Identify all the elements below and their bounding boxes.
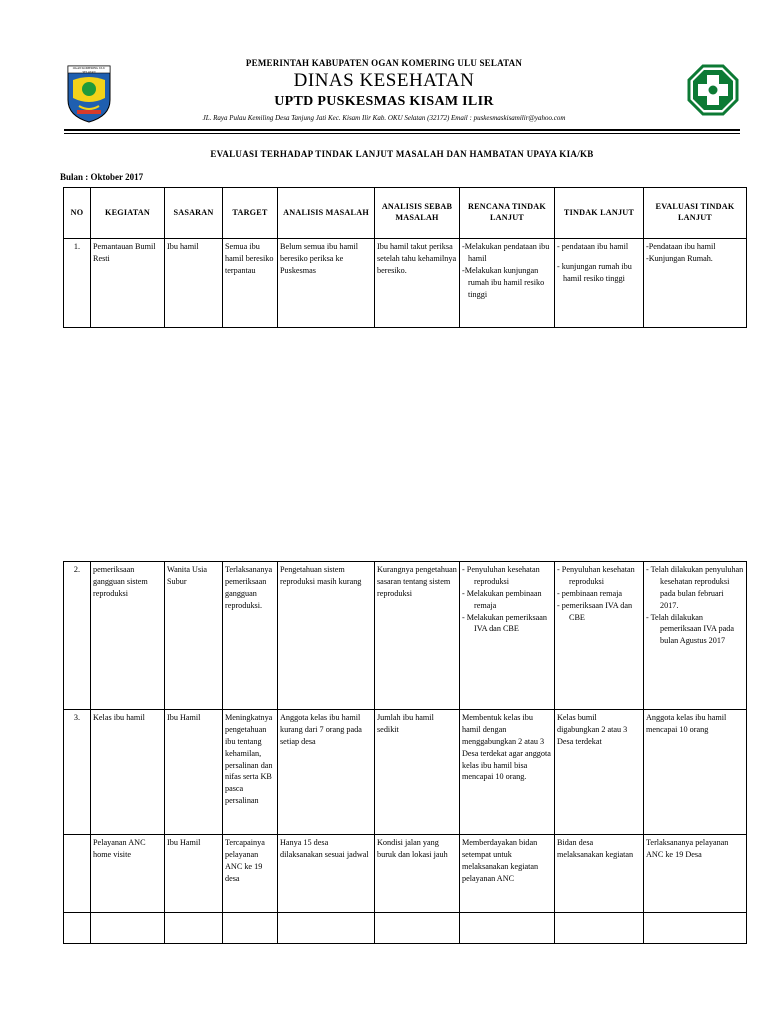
cell-analisis-masalah: Pengetahuan sistem reproduksi masih kurang [278, 562, 375, 710]
cell-sasaran: Ibu Hamil [165, 710, 223, 835]
cell-no: 3. [64, 710, 91, 835]
header-department: DINAS KESEHATAN [293, 70, 475, 91]
cell-analisis-sebab: Kondisi jalan yang buruk dan lokasi jauh [375, 835, 460, 913]
cell-rencana [460, 562, 555, 710]
report-month: Bulan : Oktober 2017 [60, 172, 144, 182]
cell-empty [223, 913, 278, 944]
header-analisis-masalah: ANALISIS MASALAH [278, 188, 375, 239]
header-target: TARGET [223, 188, 278, 239]
document-title: EVALUASI TERHADAP TINDAK LANJUT MASALAH DAN HAMBATAN UPAYA KIA/KB [210, 149, 594, 159]
header-puskesmas: UPTD PUSKESMAS KISAM ILIR [274, 94, 494, 109]
cell-tindak-lanjut: Kelas bumil digabungkan 2 atau 3 Desa terdekat [555, 710, 644, 835]
list-item: - Penyuluhan kesehatan reproduksi [462, 565, 540, 586]
cell-analisis-masalah: Belum semua ibu hamil beresiko periksa ke Puskesmas [278, 239, 375, 328]
list-item: -Kunjungan Rumah. [646, 253, 713, 263]
cell-empty [460, 913, 555, 944]
cell-analisis-masalah: Hanya 15 desa dilaksanakan sesuai jadwal [278, 835, 375, 913]
cell-rencana: Memberdayakan bidan setempat untuk melaksanakan kegiatan pelayanan ANC [460, 835, 555, 913]
cell-kegiatan: pemeriksaan gangguan sistem reproduksi [91, 562, 165, 710]
list-item: - Telah dilakukan penyuluhan kesehatan reproduksi pada bulan februari 2017. [646, 565, 744, 610]
list-item: -Melakukan kunjungan rumah ibu hamil resiko tinggi [462, 265, 545, 299]
cell-analisis-sebab: Kurangnya pengetahuan sasaran tentang sistem reproduksi [375, 562, 460, 710]
cell-rencana [460, 239, 555, 328]
header-rule-thick [64, 129, 740, 131]
cell-kegiatan: Pemantauan Bumil Resti [91, 239, 165, 328]
header-rule-thin [64, 133, 740, 134]
cell-analisis-sebab: Ibu hamil takut periksa setelah tahu kehamilnya beresiko. [375, 239, 460, 328]
cell-sasaran: Wanita Usia Subur [165, 562, 223, 710]
cell-empty [165, 913, 223, 944]
header-address: JL. Raya Pulau Kemiling Desa Tanjung Jati Kec. Kisam Ilir Kab. OKU Selatan (32172) Email : puskesmaskisamilir@yahoo.com [202, 114, 566, 122]
header-evaluasi: EVALUASI TINDAK LANJUT [644, 188, 747, 239]
cell-target: Tercapainya pelayanan ANC ke 19 desa [223, 835, 278, 913]
cell-tindak-lanjut [555, 239, 644, 328]
cell-empty [375, 913, 460, 944]
list-item: - Telah dilakukan pemeriksaan IVA pada bulan Agustus 2017 [646, 612, 734, 646]
list-item: - Melakukan pemeriksaan IVA dan CBE [462, 612, 548, 634]
header-tindak-lanjut: TINDAK LANJUT [555, 188, 644, 239]
regency-logo-text: OGAN KOMERING ULU SELATAN [72, 66, 106, 74]
cell-sasaran: Ibu Hamil [165, 835, 223, 913]
cell-tindak-lanjut [555, 562, 644, 710]
list-item: -Melakukan pendataan ibu hamil [462, 242, 550, 263]
cell-kegiatan: Kelas ibu hamil [91, 710, 165, 835]
table-row [64, 710, 747, 835]
cell-no: 2. [64, 562, 91, 710]
list-item: - pembinaan remaja [557, 588, 623, 598]
cell-empty [278, 913, 375, 944]
cell-empty [644, 913, 747, 944]
cell-evaluasi: Anggota kelas ibu hamil mencapai 10 orang [644, 710, 747, 835]
list-item: -Pendataan ibu hamil [646, 242, 716, 251]
evaluation-table-part1 [63, 187, 747, 328]
cell-evaluasi [644, 562, 747, 710]
cell-target: Semua ibu hamil beresiko terpantau [223, 239, 278, 328]
cell-empty [555, 913, 644, 944]
list-item: - pendataan ibu hamil [557, 242, 629, 251]
header-kegiatan: KEGIATAN [91, 188, 165, 239]
cell-rencana: Membentuk kelas ibu hamil dengan menggabungkan 2 atau 3 Desa terdekat agar anggota kelas ibu hamil bisa mencapai 10 orang. [460, 710, 555, 835]
table-row [64, 835, 747, 913]
cell-target: Meningkatnya pengetahuan ibu tentang kehamilan, persalinan dan nifas serta KB pasca persalinan [223, 710, 278, 835]
header-no: NO [64, 188, 91, 239]
cell-kegiatan: Pelayanan ANC home visite [91, 835, 165, 913]
list-item: - pemeriksaan IVA dan CBE [557, 600, 633, 622]
cell-analisis-masalah: Anggota kelas ibu hamil kurang dari 7 orang pada setiap desa [278, 710, 375, 835]
cell-target: Terlaksananya pemeriksaan gangguan reproduksi. [223, 562, 278, 710]
table-row [64, 562, 747, 710]
cell-evaluasi [644, 239, 747, 328]
list-item: - Melakukan pembinaan remaja [462, 588, 542, 610]
header-government: PEMERINTAH KABUPATEN OGAN KOMERING ULU SELATAN [245, 58, 523, 68]
cell-evaluasi: Terlaksananya pelayanan ANC ke 19 Desa [644, 835, 747, 913]
puskesmas-logo [687, 64, 739, 116]
table-row-empty [64, 913, 747, 944]
cell-analisis-sebab: Jumlah ibu hamil sedikit [375, 710, 460, 835]
list-item: - kunjungan rumah ibu hamil resiko tinggi [557, 261, 632, 283]
cell-tindak-lanjut: Bidan desa melaksanakan kegiatan [555, 835, 644, 913]
header-rencana: RENCANA TINDAK LANJUT [460, 188, 555, 239]
cell-empty [91, 913, 165, 944]
evaluation-table-part2 [63, 561, 747, 944]
table-header-row [64, 188, 747, 239]
table-row [64, 239, 747, 328]
header-sasaran: SASARAN [165, 188, 223, 239]
cell-sasaran: Ibu hamil [165, 239, 223, 328]
cell-empty [64, 913, 91, 944]
cell-no: 1. [64, 239, 91, 328]
list-item: - Penyuluhan kesehatan reproduksi [557, 565, 635, 586]
cell-no [64, 835, 91, 913]
header-analisis-sebab: ANALISIS SEBAB MASALAH [375, 188, 460, 239]
